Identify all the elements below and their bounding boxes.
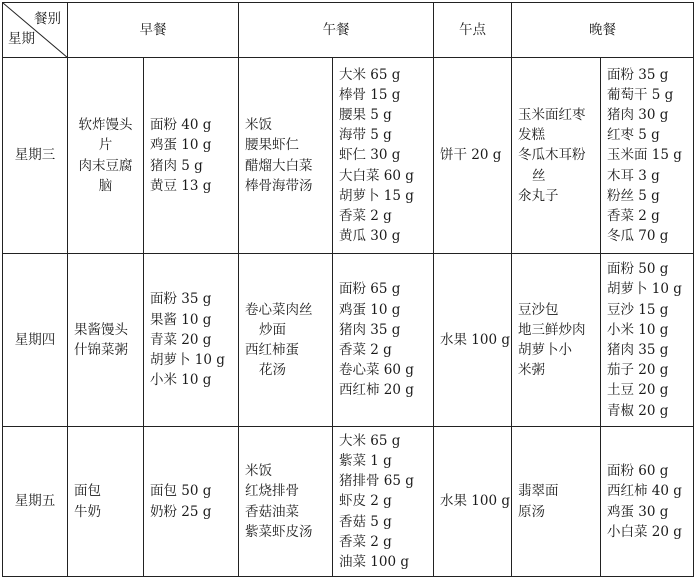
ingredient-item: 面粉 35 g <box>150 291 212 308</box>
dinner-dishes-cell <box>512 58 601 254</box>
ingredient-item: 小米 10 g <box>150 372 212 389</box>
ingredient-item: 豆沙 15 g <box>607 301 669 318</box>
dinner-dishes-cell <box>512 427 601 577</box>
dish-name: 米饭 <box>245 117 272 134</box>
dish-name: 果酱馒头 <box>74 321 128 338</box>
ingredient-item: 猪肉 30 g <box>607 106 669 123</box>
table-row <box>3 427 694 577</box>
breakfast-dishes-cell <box>68 58 144 254</box>
ingredient-item: 鸡蛋 10 g <box>150 137 212 154</box>
lunch-ingredients-cell <box>333 58 434 254</box>
ingredient-item: 鸡蛋 10 g <box>339 301 401 318</box>
ingredient-item: 青椒 20 g <box>607 402 669 419</box>
dish-name: 发糕 <box>518 127 545 144</box>
ingredient-item: 香菜 2 g <box>607 208 660 224</box>
weekly-menu-table <box>2 2 694 577</box>
snack-cell: 饼干 20 g <box>434 58 512 254</box>
ingredient-item: 面包 50 g <box>150 483 212 500</box>
ingredient-item: 胡萝卜 10 g <box>607 281 682 298</box>
ingredient-item: 大米 65 g <box>339 66 401 83</box>
dinner-ingredients-cell <box>601 254 694 427</box>
dish-name: 牛奶 <box>74 503 101 520</box>
ingredient-item: 棒骨 15 g <box>339 86 401 103</box>
ingredient-item: 腰果 5 g <box>339 106 392 123</box>
dinner-ingredients-cell <box>601 427 694 577</box>
dish-name: 原汤 <box>518 503 545 520</box>
lunch-header: 午餐 <box>239 3 434 58</box>
lunch-dishes-cell <box>239 427 333 577</box>
ingredient-item: 玉米面 15 g <box>607 147 682 164</box>
ingredient-item: 黄豆 13 g <box>150 177 212 194</box>
ingredient-item: 茄子 20 g <box>607 362 669 379</box>
dish-name: 玉米面红枣 <box>518 106 586 123</box>
dish-name: 西红柿蛋 <box>245 342 299 358</box>
corner-header-cell <box>3 3 68 58</box>
ingredient-item: 面粉 65 g <box>339 281 401 298</box>
dish-name: 氽丸子 <box>518 187 559 204</box>
ingredient-item: 土豆 20 g <box>607 382 669 399</box>
ingredient-item: 果酱 10 g <box>150 311 212 328</box>
dish-name: 红烧排骨 <box>245 483 299 500</box>
dish-name: 米饭 <box>245 463 272 480</box>
ingredient-item: 香菜 2 g <box>339 208 392 224</box>
ingredient-item: 面粉 50 g <box>607 261 669 278</box>
dish-name: 花汤 <box>259 362 286 379</box>
dish-name: 软炸馒头 <box>78 117 133 134</box>
ingredient-item: 西红柿 40 g <box>607 483 682 500</box>
dish-name: 香菇油菜 <box>245 503 299 520</box>
dish-name: 肉末豆腐 <box>78 157 133 174</box>
dish-name: 棒骨海带汤 <box>245 177 313 194</box>
day-cell: 星期五 <box>3 427 68 577</box>
header-row <box>3 3 694 58</box>
ingredient-item: 紫菜 1 g <box>339 452 392 469</box>
breakfast-ingredients-cell <box>144 427 239 577</box>
dish-name: 什锦菜粥 <box>74 342 128 358</box>
lunch-ingredients-cell <box>333 427 434 577</box>
ingredient-item: 木耳 3 g <box>607 167 660 184</box>
table-row <box>3 254 694 427</box>
dish-name: 腰果虾仁 <box>245 137 299 154</box>
ingredient-item: 油菜 100 g <box>339 554 409 570</box>
dish-name: 醋熘大白菜 <box>245 157 313 174</box>
snack-header: 午点 <box>434 3 512 58</box>
weekday-label: 星期 <box>8 30 35 47</box>
ingredient-item: 鸡蛋 30 g <box>607 503 669 520</box>
ingredient-item: 粉丝 5 g <box>607 187 660 204</box>
ingredient-item: 虾皮 2 g <box>339 493 392 510</box>
day-cell: 星期四 <box>3 254 68 427</box>
dish-name: 翡翠面 <box>518 483 559 500</box>
day-cell: 星期三 <box>3 58 68 254</box>
dinner-ingredients-cell <box>601 58 694 254</box>
dish-name: 脑 <box>98 177 113 194</box>
dish-name: 片 <box>98 137 113 154</box>
dish-name: 炒面 <box>259 321 286 338</box>
lunch-dishes-cell <box>239 254 333 427</box>
dish-name: 紫菜虾皮汤 <box>245 523 313 540</box>
breakfast-dishes-cell <box>68 427 144 577</box>
lunch-ingredients-cell <box>333 254 434 427</box>
dinner-dishes-cell <box>512 254 601 427</box>
ingredient-item: 面粉 35 g <box>607 66 669 83</box>
dish-name: 豆沙包 <box>518 301 559 318</box>
ingredient-item: 海带 5 g <box>339 127 392 144</box>
breakfast-ingredients-cell <box>144 254 239 427</box>
ingredient-item: 红枣 5 g <box>607 127 660 144</box>
ingredient-item: 猪肉 5 g <box>150 157 203 174</box>
ingredient-item: 猪肉 35 g <box>339 321 401 338</box>
ingredient-item: 葡萄干 5 g <box>607 86 674 103</box>
breakfast-header: 早餐 <box>68 3 239 58</box>
ingredient-item: 香菜 2 g <box>339 342 392 358</box>
ingredient-item: 小白菜 20 g <box>607 523 682 540</box>
ingredient-item: 面粉 40 g <box>150 117 212 134</box>
breakfast-dishes-cell <box>68 254 144 427</box>
dish-name: 面包 <box>74 483 101 500</box>
dish-name: 丝 <box>532 167 546 184</box>
dish-name: 胡萝卜小 <box>518 342 572 358</box>
lunch-dishes-cell <box>239 58 333 254</box>
ingredient-item: 胡萝卜 10 g <box>150 352 225 369</box>
ingredient-item: 小米 10 g <box>607 321 669 338</box>
breakfast-ingredients-cell <box>144 58 239 254</box>
table-row <box>3 58 694 254</box>
ingredient-item: 冬瓜 70 g <box>607 228 669 245</box>
ingredient-item: 大白菜 60 g <box>339 167 414 184</box>
ingredient-item: 猪肉 35 g <box>607 342 669 358</box>
dish-name: 地三鲜炒肉 <box>518 321 586 338</box>
ingredient-item: 面粉 60 g <box>607 463 669 480</box>
ingredient-item: 黄瓜 30 g <box>339 228 401 245</box>
ingredient-item: 奶粉 25 g <box>150 503 212 520</box>
ingredient-item: 虾仁 30 g <box>339 147 401 164</box>
ingredient-item: 香菜 2 g <box>339 533 392 550</box>
dish-name: 冬瓜木耳粉 <box>518 147 586 164</box>
ingredient-item: 西红柿 20 g <box>339 382 414 399</box>
dish-name: 卷心菜肉丝 <box>245 301 313 318</box>
dinner-header: 晚餐 <box>512 3 694 58</box>
dish-name: 米粥 <box>518 362 545 379</box>
ingredient-item: 胡萝卜 15 g <box>339 187 414 204</box>
ingredient-item: 青菜 20 g <box>150 331 212 348</box>
ingredient-item: 卷心菜 60 g <box>339 362 414 379</box>
ingredient-item: 猪排骨 65 g <box>339 473 414 490</box>
snack-cell: 水果 100 g <box>434 427 512 577</box>
snack-cell: 水果 100 g <box>434 254 512 427</box>
meal-type-label: 餐别 <box>34 11 61 27</box>
ingredient-item: 香菇 5 g <box>339 513 392 530</box>
ingredient-item: 大米 65 g <box>339 432 401 449</box>
